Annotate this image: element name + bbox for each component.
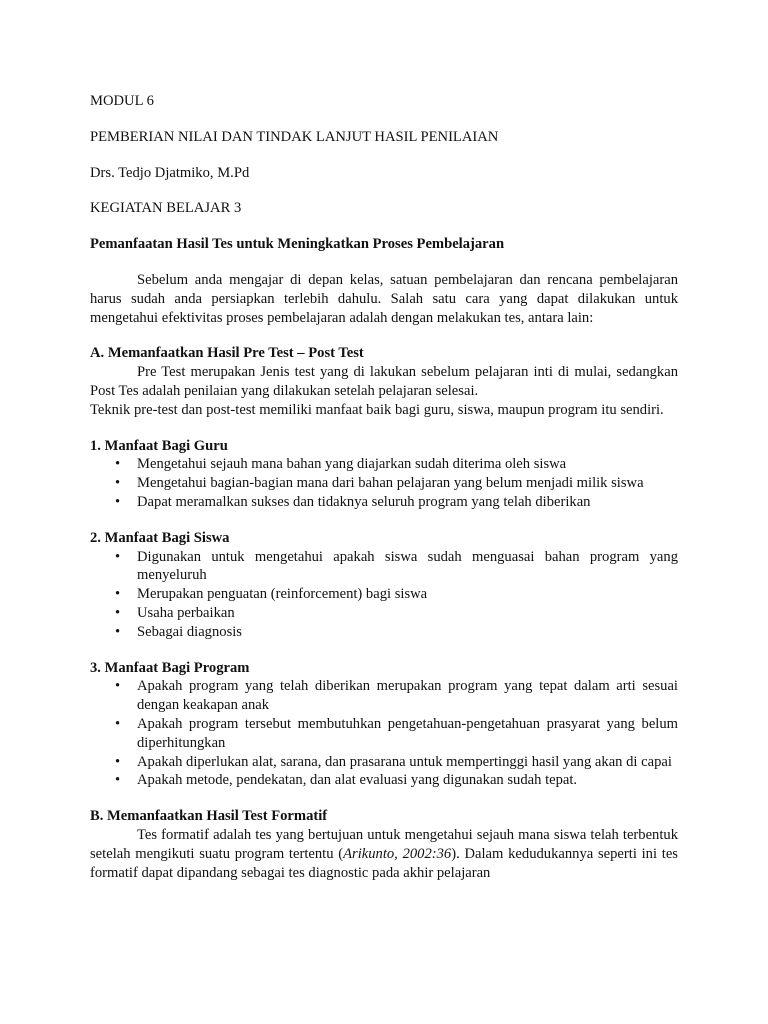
- citation: Arikunto, 2002:36: [343, 845, 452, 862]
- list-item: • Apakah diperlukan alat, sarana, dan prasarana untuk mempertinggi hasil yang akan di capai: [90, 753, 678, 772]
- section-b-heading: B. Memanfaatkan Hasil Test Formatif: [90, 808, 328, 825]
- list-item: • Apakah program tersebut membutuhkan pengetahuan-pengetahuan prasyarat yang belum diperhitungkan: [90, 715, 678, 753]
- list-item: • Mengetahui bagian-bagian mana dari bahan pelajaran yang belum menjadi milik siswa: [90, 474, 678, 493]
- list-item: • Digunakan untuk mengetahui apakah siswa sudah menguasai bahan program yang menyeluruh: [90, 548, 678, 586]
- section-b-text-end: ). Dalam kedudukannya seperti ini tes formatif dapat dipandang sebagai tes diagnostic pada akhir pelajaran: [90, 845, 678, 881]
- activity-label: KEGIATAN BELAJAR 3: [90, 200, 242, 217]
- main-heading: Pemanfaatan Hasil Tes untuk Meningkatkan Proses Pembelajaran: [90, 236, 505, 253]
- section-a-heading: A. Memanfaatkan Hasil Pre Test – Post Test: [90, 345, 364, 362]
- section-b-text: Tes formatif adalah tes yang bertujuan untuk mengetahui sejauh mana siswa telah terbentuk setelah mengikuti suatu program tertentu (: [90, 826, 678, 862]
- section-a-paragraph-2: Teknik pre-test dan post-test memiliki manfaat baik bagi guru, siswa, maupun program itu sendiri.: [90, 401, 664, 418]
- list-item: • Apakah program yang telah diberikan merupakan program yang tepat dalam arti sesuai dengan keakapan anak: [90, 677, 678, 715]
- list-heading: 2. Manfaat Bagi Siswa: [90, 529, 230, 546]
- document-title: PEMBERIAN NILAI DAN TINDAK LANJUT HASIL PENILAIAN: [90, 128, 499, 145]
- list-heading: 1. Manfaat Bagi Guru: [90, 437, 228, 454]
- benefit-list-siswa: [90, 529, 678, 642]
- section-b-paragraph: [90, 826, 678, 882]
- author: Drs. Tedjo Djatmiko, M.Pd: [90, 164, 250, 181]
- list-item: • Sebagai diagnosis: [90, 623, 678, 642]
- list-item: • Apakah metode, pendekatan, dan alat evaluasi yang digunakan sudah tepat.: [90, 771, 678, 790]
- module-label: MODUL 6: [90, 93, 154, 109]
- list-heading: 3. Manfaat Bagi Program: [90, 659, 250, 676]
- list-item: • Dapat meramalkan sukses dan tidaknya seluruh program yang telah diberikan: [90, 493, 678, 512]
- list-item: • Mengetahui sejauh mana bahan yang diajarkan sudah diterima oleh siswa: [90, 455, 678, 474]
- benefit-list-guru: [90, 437, 678, 512]
- section-a-paragraph: Pre Test merupakan Jenis test yang di lakukan sebelum pelajaran inti di mulai, sedangkan Post Tes adalah penilaian yang dilakukan setelah pelajaran selesai.: [90, 364, 678, 399]
- benefit-list-program: [90, 659, 678, 791]
- intro-paragraph: Sebelum anda mengajar di depan kelas, satuan pembelajaran dan rencana pembelajaran harus sudah anda persiapkan terlebih dahulu. Salah satu cara yang dapat dilakukan untuk mengetahui efektivitas proses pembelajaran adalah dengan melakukan tes, antara lain:: [90, 271, 678, 326]
- list-item: • Merupakan penguatan (reinforcement) bagi siswa: [90, 585, 678, 604]
- list-item: • Usaha perbaikan: [90, 604, 678, 623]
